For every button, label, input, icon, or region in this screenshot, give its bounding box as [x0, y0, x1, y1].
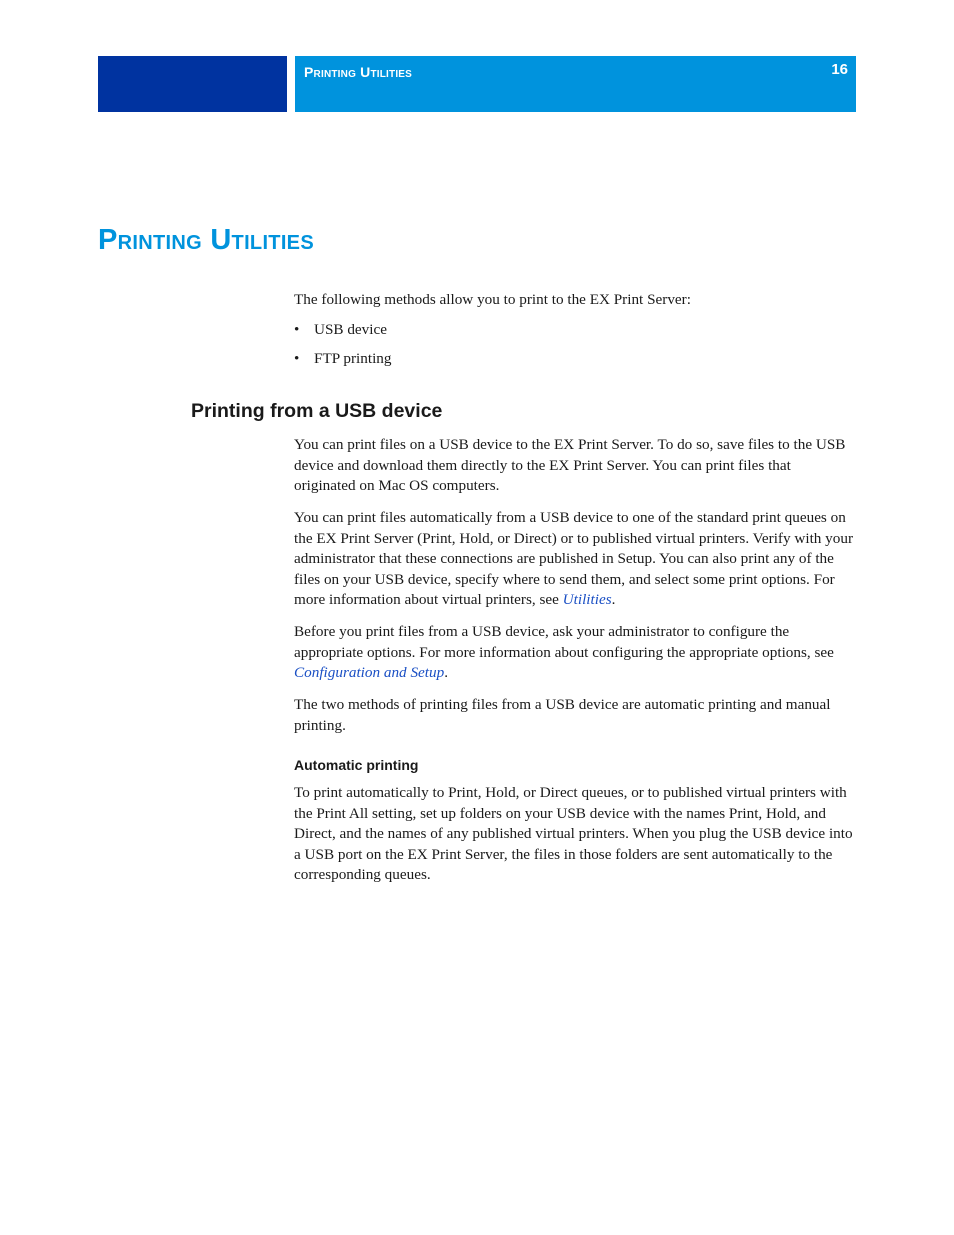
utilities-link[interactable]: Utilities [562, 591, 612, 608]
bullet-icon: • [294, 321, 300, 338]
page-number: 16 [831, 61, 848, 78]
header-section-title: Printing Utilities [304, 64, 413, 80]
list-item-label: FTP printing [314, 350, 392, 367]
list-item [294, 349, 392, 369]
list-item-label: USB device [314, 321, 387, 338]
configuration-and-setup-link[interactable]: Configuration and Setup [294, 664, 445, 681]
bullet-icon: • [294, 350, 300, 367]
section-heading: Printing from a USB device [191, 400, 443, 422]
section-paragraph-3: Before you print files from a USB device, ask your administrator to configure the appropriate options. For more information about configuring the appropriate options, see Configuration and Setup. [294, 623, 834, 681]
list-item [294, 320, 387, 340]
page-title: Printing Utilities [98, 224, 314, 256]
section-paragraph-2: You can print files automatically from a USB device to one of the standard print queues on the EX Print Server (Print, Hold, or Direct) or to published virtual printers. Verify with your administrator that these connections are published in Setup. You can also print any of the files on your USB device, specify where to send them, and select some print options. For more information about virtual printers, see Utilities. [294, 509, 854, 608]
subsection-heading: Automatic printing [294, 757, 419, 773]
header-left-block [98, 56, 287, 112]
section-paragraph-4: The two methods of printing files from a USB device are automatic printing and manual printing. [294, 696, 831, 734]
intro-paragraph: The following methods allow you to print to the EX Print Server: [294, 291, 691, 308]
header-bar [295, 56, 856, 112]
section-paragraph-1: You can print files on a USB device to the EX Print Server. To do so, save files to the USB device and download them directly to the EX Print Server. You can print files that originated on Mac OS computers. [294, 436, 846, 494]
subsection-paragraph-1: To print automatically to Print, Hold, or Direct queues, or to published virtual printers with the Print All setting, set up folders on your USB device with the names Print, Hold, and Direct, and the names of any published virtual printers. When you plug the USB device into a USB port on the EX Print Server, the files in those folders are sent automatically to the corresponding queues. [294, 784, 853, 883]
